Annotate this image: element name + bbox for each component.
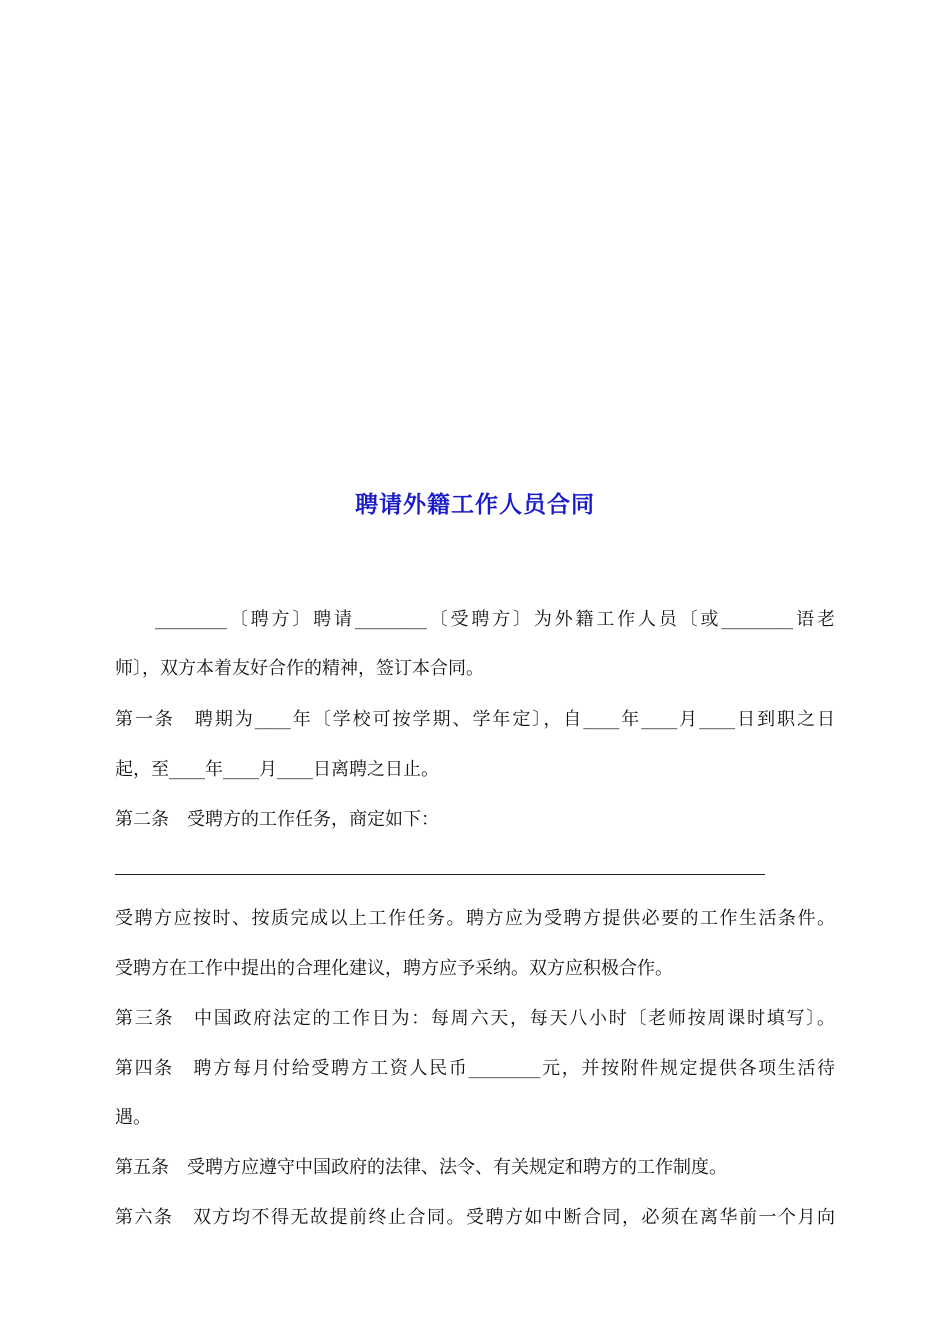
article-3-line: 第三条 中国政府法定的工作日为：每周六天，每天八小时〔老师按周课时填写〕。 [115,1008,835,1029]
paragraph-line-2: 师〕，双方本着友好合作的精神，签订本合同。 [115,658,484,679]
article-4-line-2: 遇。 [115,1107,151,1128]
article-1-line-2: 起，至____年____月____日离聘之日止。 [115,759,439,780]
article-5-line: 第五条 受聘方应遵守中国政府的法律、法令、有关规定和聘方的工作制度。 [115,1157,727,1178]
paragraph-line-3: 受聘方应按时、按质完成以上工作任务。聘方应为受聘方提供必要的工作生活条件。 [115,908,835,929]
article-4-line-1: 第四条 聘方每月付给受聘方工资人民币________元，并按附件规定提供各项生活待 [115,1058,835,1079]
paragraph-line-1: ________〔聘方〕聘请________〔受聘方〕为外籍工作人员〔或________语老 [155,609,835,630]
fill-in-blank-line [115,874,765,875]
article-2-line: 第二条 受聘方的工作任务，商定如下： [115,809,439,830]
document-title: 聘请外籍工作人员合同 [355,492,595,518]
article-1-line-1: 第一条 聘期为____年〔学校可按学期、学年定〕，自____年____月____日到职之日 [115,709,835,730]
paragraph-line-4: 受聘方在工作中提出的合理化建议，聘方应予采纳。双方应积极合作。 [115,958,673,979]
article-6-line-1: 第六条 双方均不得无故提前终止合同。受聘方如中断合同，必须在离华前一个月向 [115,1207,835,1228]
